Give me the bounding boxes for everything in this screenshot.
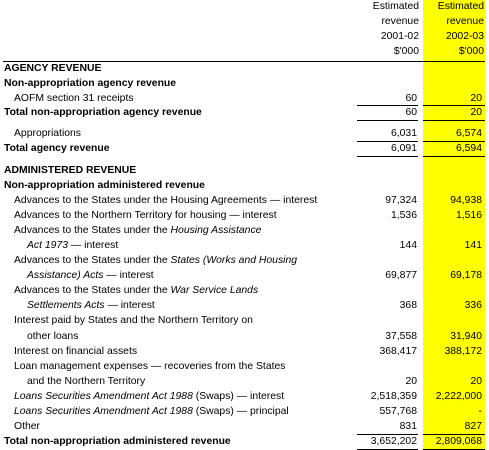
table-row: Advances to the States under the Housing Agreements — interest 97,324 94,938 xyxy=(14,195,482,206)
table-row: other loans 37,558 31,940 xyxy=(27,331,482,342)
subheading-non-appropriation-administered: Non-appropriation administered revenue xyxy=(4,180,205,191)
col1-header-line4: $'000 xyxy=(393,46,419,57)
table-row: Other 831 827 xyxy=(14,421,482,432)
subheading-non-appropriation-agency: Non-appropriation agency revenue xyxy=(4,78,177,89)
table-row: Loans Securities Amendment Act 1988 (Swaps) — principal 557,768 - xyxy=(14,406,482,417)
table-row: Advances to the States under the States (Works and Housing xyxy=(14,255,298,266)
section-heading-administered: ADMINISTERED REVENUE xyxy=(4,165,137,176)
table-row: Advances to the Northern Territory for housing — interest 1,536 1,516 xyxy=(14,210,482,221)
table-row: Interest on financial assets 368,417 388,172 xyxy=(14,346,482,357)
section-heading-agency: AGENCY REVENUE xyxy=(4,63,102,74)
total-row: Total non-appropriation administered revenue 3,652,202 2,809,068 xyxy=(4,436,482,447)
table-row: Advances to the States under the War Service Lands xyxy=(14,285,259,296)
table-row: Interest paid by States and the Northern Territory on xyxy=(14,315,253,326)
table-row: Settlements Acts — interest 368 336 xyxy=(27,300,482,311)
table-row: Loan management expenses — recoveries from the States xyxy=(14,361,286,372)
total-underline xyxy=(357,156,418,157)
col1-header-line1: Estimated xyxy=(372,1,419,12)
total-row: Total agency revenue 6,091 6,594 xyxy=(4,143,482,154)
table-row: Advances to the States under the Housing Assistance xyxy=(14,225,262,236)
table-row: Loans Securities Amendment Act 1988 (Swaps) — interest 2,518,359 2,222,000 xyxy=(14,391,482,402)
total-underline xyxy=(357,120,418,121)
table-row: Assistance) Acts — interest 69,877 69,178 xyxy=(27,270,482,281)
col2-header-line4: $'000 xyxy=(458,46,484,57)
table-row: AOFM section 31 receipts 60 20 xyxy=(14,93,482,104)
table-row: Appropriations 6,031 6,574 xyxy=(14,128,482,139)
table-row: Act 1973 — interest 144 141 xyxy=(27,240,482,251)
col2-header-line3: 2002-03 xyxy=(445,31,484,42)
total-row: Total non-appropriation agency revenue 60 20 xyxy=(4,107,482,118)
col1-header-line2: revenue xyxy=(381,16,419,27)
col1-header-line3: 2001-02 xyxy=(380,31,419,42)
table-row: and the Northern Territory 20 20 xyxy=(27,376,482,387)
total-underline xyxy=(423,120,485,121)
total-underline xyxy=(423,156,485,157)
col2-header-line1: Estimated xyxy=(437,1,484,12)
col2-header-line2: revenue xyxy=(446,16,484,27)
